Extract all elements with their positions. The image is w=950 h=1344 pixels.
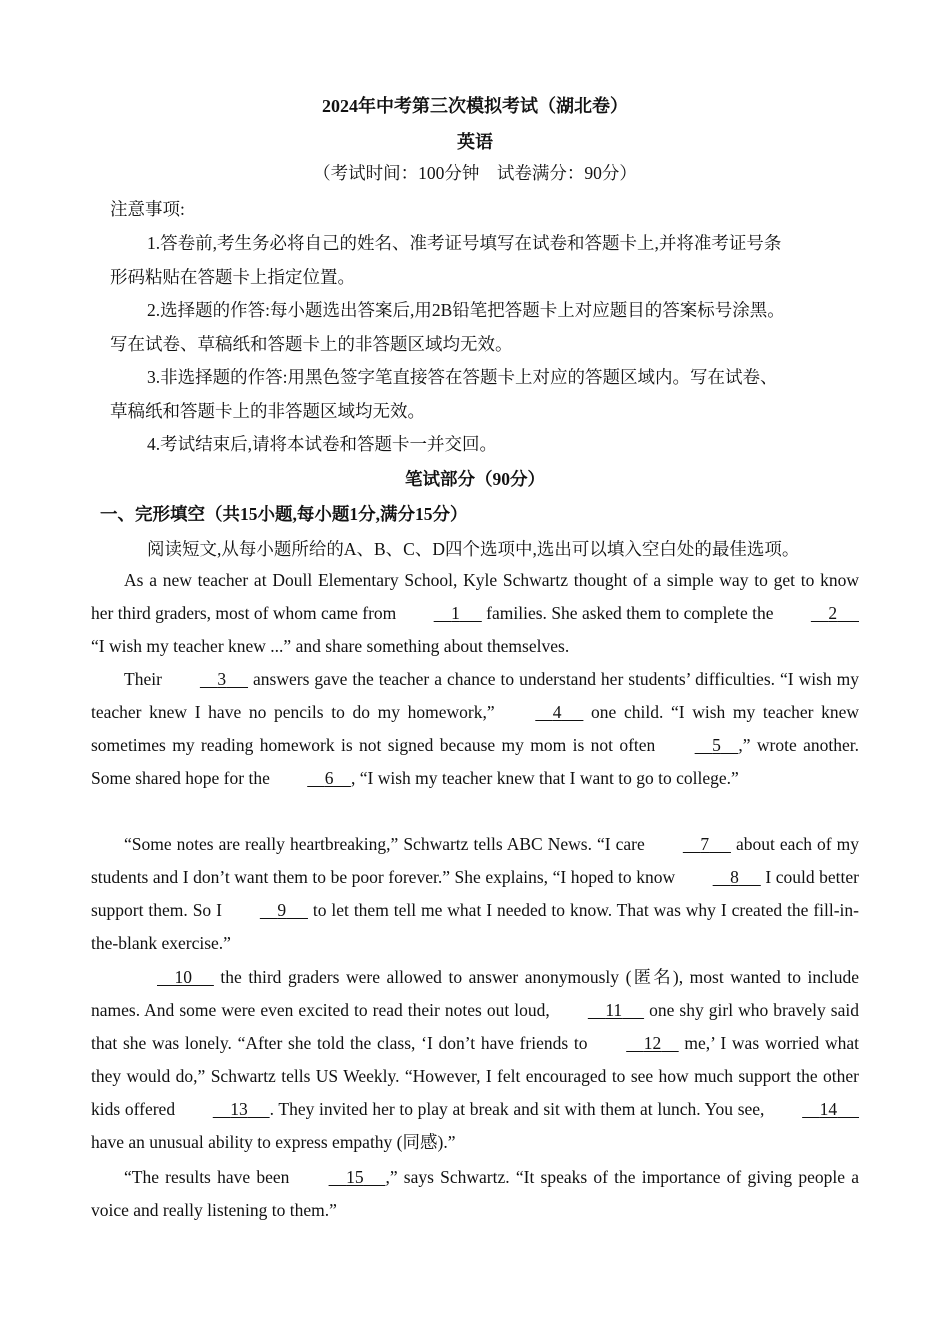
text: ,” says Schwartz. “It speaks of the importance of giving people a voice and really listening to them.” [91, 1167, 860, 1220]
blank-3: 3 [217, 669, 227, 689]
text: families. She asked them to complete the [481, 603, 778, 623]
passage-paragraph-4 [91, 961, 859, 1159]
section-title: 笔试部分（90分） [405, 469, 545, 489]
part1-title: 一、完形填空（共15小题,每小题1分,满分15分） [100, 504, 468, 524]
exam-title: 2024年中考第三次模拟考试（湖北卷） [322, 96, 628, 116]
notice-heading: 注意事项: [110, 199, 185, 219]
blank-6: 6 [324, 768, 334, 788]
passage-paragraph-5 [91, 1161, 859, 1227]
text: about each of my students and I don’t want them to be poor forever.” She explains, “I hoped to know [91, 834, 859, 887]
blank-7: 7 [700, 834, 710, 854]
text: one shy girl who bravely said that she was lonely. “After she told the class, ‘I don’t have friends to [91, 1000, 859, 1053]
blank-4: 4 [552, 702, 562, 722]
text: . They invited her to play at break and sit with them at lunch. You see, [269, 1099, 770, 1119]
text: “The results have been [124, 1167, 296, 1187]
text: have an unusual ability to express empathy (同感).” [91, 1132, 456, 1152]
blank-1: 1 [451, 603, 460, 623]
blank-5: 5 [712, 735, 721, 755]
text: , “I wish my teacher knew that I want to go to college.” [350, 768, 739, 788]
blank-12: 12 [643, 1033, 662, 1053]
passage-paragraph-1 [91, 564, 859, 663]
notice-item-3: 3.非选择题的作答:用黑色签字笔直接答在答题卡上对应的答题区域内。写在试卷、 [147, 367, 778, 387]
text: to let them tell me what I needed to know. That was why I created the fill-in-the-blank exercise.” [91, 900, 859, 953]
blank-15: 15 [346, 1167, 364, 1187]
notice-item-1: 1.答卷前,考生务必将自己的姓名、准考证号填写在试卷和答题卡上,并将准考证号条 [147, 233, 782, 253]
notice-item-1-cont: 形码粘贴在答题卡上指定位置。 [110, 267, 355, 287]
text: one child. “I wish my teacher knew sometimes my reading homework is not signed because my mom is not often [91, 702, 859, 755]
blank-2: 2 [828, 603, 838, 623]
passage-paragraph-2 [91, 663, 859, 795]
notice-item-2-cont: 写在试卷、草稿纸和答题卡上的非答题区域均无效。 [110, 334, 513, 354]
text: me,’ I was worried what they would do,” Schwartz tells US Weekly. “However, I felt encouraged to see how much support the other kids offered [91, 1033, 859, 1119]
text: ,” wrote another. Some shared hope for the [91, 735, 859, 788]
exam-info: （考试时间：100分钟 试卷满分：90分） [313, 163, 637, 183]
blank-9: 9 [277, 900, 287, 920]
instruction: 阅读短文,从每小题所给的A、B、C、D四个选项中,选出可以填入空白处的最佳选项。 [147, 539, 800, 559]
blank-14: 14 [819, 1099, 838, 1119]
notice-item-4: 4.考试结束后,请将本试卷和答题卡一并交回。 [147, 434, 497, 454]
blank-11: 11 [605, 1000, 623, 1020]
notice-item-3-cont: 草稿纸和答题卡上的非答题区域均无效。 [110, 401, 425, 421]
blank-13: 13 [230, 1099, 248, 1119]
text: As a new teacher at Doull Elementary School, Kyle Schwartz thought of a simple way to get to know her third graders, most of whom came from [91, 570, 859, 623]
blank-8: 8 [730, 867, 739, 887]
subject-title: 英语 [457, 132, 493, 152]
text: answers gave the teacher a chance to understand her students’ difficulties. “I wish my teacher knew I have no pencils to do my homework,” [91, 669, 859, 722]
text: the third graders were allowed to answer anonymously (匿名), most wanted to include names. And some were even excited to read their notes out loud, [91, 967, 859, 1020]
text: “I wish my teacher knew ...” and share something about themselves. [91, 636, 570, 656]
text: I could better support them. So I [91, 867, 859, 920]
blank-10: 10 [174, 967, 192, 987]
notice-item-2: 2.选择题的作答:每小题选出答案后,用2B铅笔把答题卡上对应题目的答案标号涂黑。 [147, 300, 785, 320]
text: Their [124, 669, 167, 689]
text: “Some notes are really heartbreaking,” Schwartz tells ABC News. “I care [124, 834, 650, 854]
passage-paragraph-3 [91, 828, 859, 960]
